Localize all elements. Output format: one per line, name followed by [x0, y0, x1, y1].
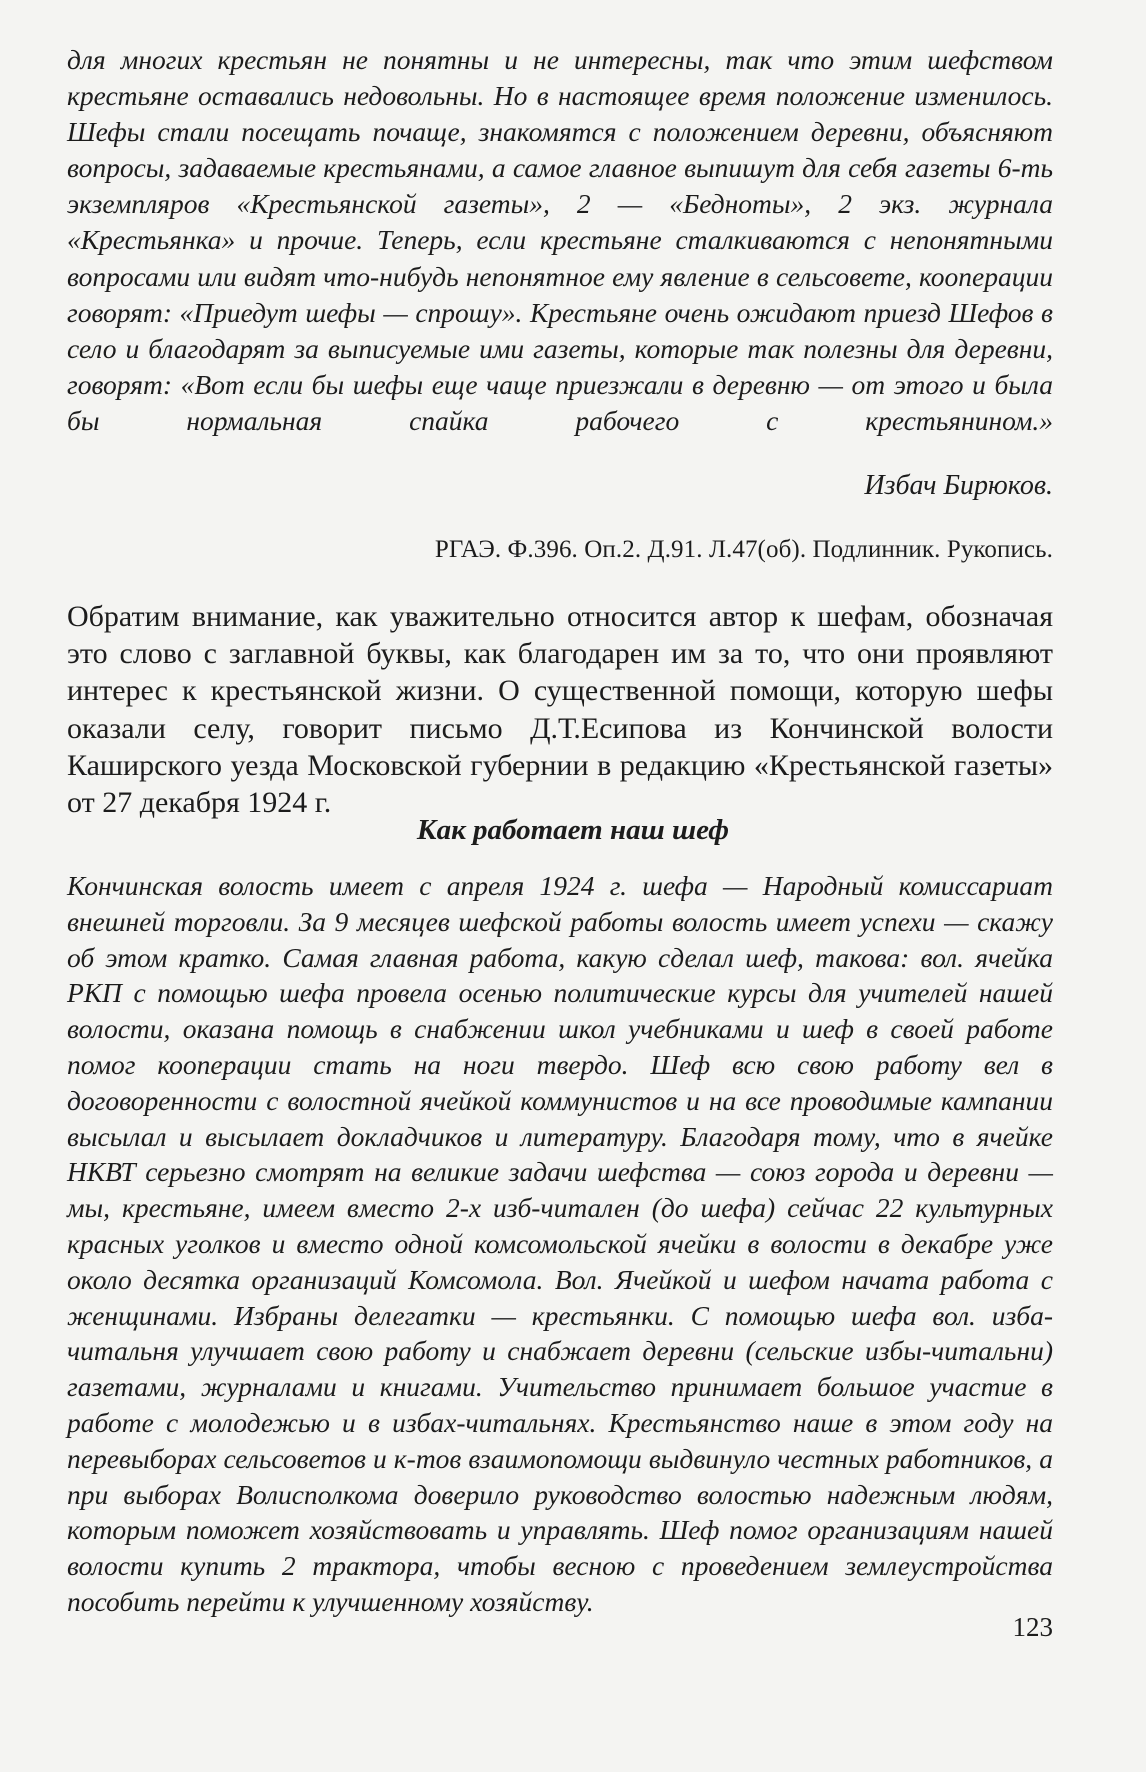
page-number: 123: [1012, 1612, 1053, 1642]
commentary-text: Обратим внимание, как уважительно относится автор к шефам, обозначая это слово с заглавной буквы, как благодарен им за то, что они проявляют интерес к крестьянской жизни. О существенной помощи, которую шефы оказали селу, говорит письмо Д.Т.Есипова из Кончинской волости Каширского уезда Московской губернии в редакцию «Крестьянской газеты» от 27 декабря 1924 г.: [67, 600, 1053, 820]
archive-source-reference: РГАЭ. Ф.396. Оп.2. Д.91. Л.47(об). Подлинник. Рукопись.: [434, 536, 1053, 563]
document-heading: Как работает наш шеф: [416, 814, 730, 846]
letter-text: для многих крестьян не понятны и не интересны, так что этим шефством крестьяне оставались недовольны. Но в настоящее время положение изменилось. Шефы стали посещать почаще, знакомятся с положением деревни, объясняют вопросы, задаваемые крестьянами, а самое главное выпишут для себя газеты 6-ть экземпляров «Крестьянской газеты», 2 — «Бедноты», 2 экз. журнала «Крестьянка» и прочие. Теперь, если крестьяне сталкиваются с непонятными вопросами или видят что-нибудь непонятное ему явление в сельсовете, кооперации говорят: «Приедут шефы — спрошу». Крестьяне очень ожидают приезд Шефов в село и благодарят за выписуемые ими газеты, которые так полезны для деревни, говорят: «Вот если бы шефы еще чаще приезжали в деревню — от этого и была бы нормальная спайка рабочего с крестьянином.»: [67, 44, 1053, 436]
document-text: Кончинская волость имеет с апреля 1924 г. шефа — Народный комиссариат внешней торговли. За 9 месяцев шефской работы волость имеет успехи — скажу об этом кратко. Самая главная работа, какую сделал шеф, такова: вол. ячейка РКП с помощью шефа провела осенью политические курсы для учителей нашей волости, оказана помощь в снабжении школ учебниками и шеф в своей работе помог кооперации стать на ноги твердо. Шеф всю свою работу вел в договоренности с волостной ячейкой коммунистов и на все проводимые кампании высылал и высылает докладчиков и литературу. Благодаря тому, что в ячейке НКВТ серьезно смотрят на великие задачи шефства — союз города и деревни — мы, крестьяне, имеем вместо 2-х изб-читален (до шефа) сейчас 22 культурных красных уголков и вместо одной комсомольской ячейки в волости в декабре уже около десятка организаций Комсомола. Вол. Ячейкой и шефом начата работа с женщинами. Избраны делегатки — крестьянки. С помощью шефа вол. изба-читальня улучшает свою работу и снабжает деревни (сельские избы-читальни) газетами, журналами и книгами. Учительство принимает большое участие в работе с молодежью и в избах-читальнях. Крестьянство наше в этом году на перевыборах сельсоветов и к-тов взаимопомощи выдвинуло честных работников, а при выборах Волисполкома доверило руководство волостью надежным людям, которым поможет хозяйствовать и управлять. Шеф помог организациям нашей волости купить 2 трактора, чтобы весною с проведением землеустройства пособить перейти к улучшенному хозяйству.: [67, 870, 1053, 1617]
document-body: [67, 868, 1053, 1620]
commentary-paragraph: [67, 598, 1053, 821]
letter-signature: Избач Бирюков.: [864, 470, 1053, 501]
